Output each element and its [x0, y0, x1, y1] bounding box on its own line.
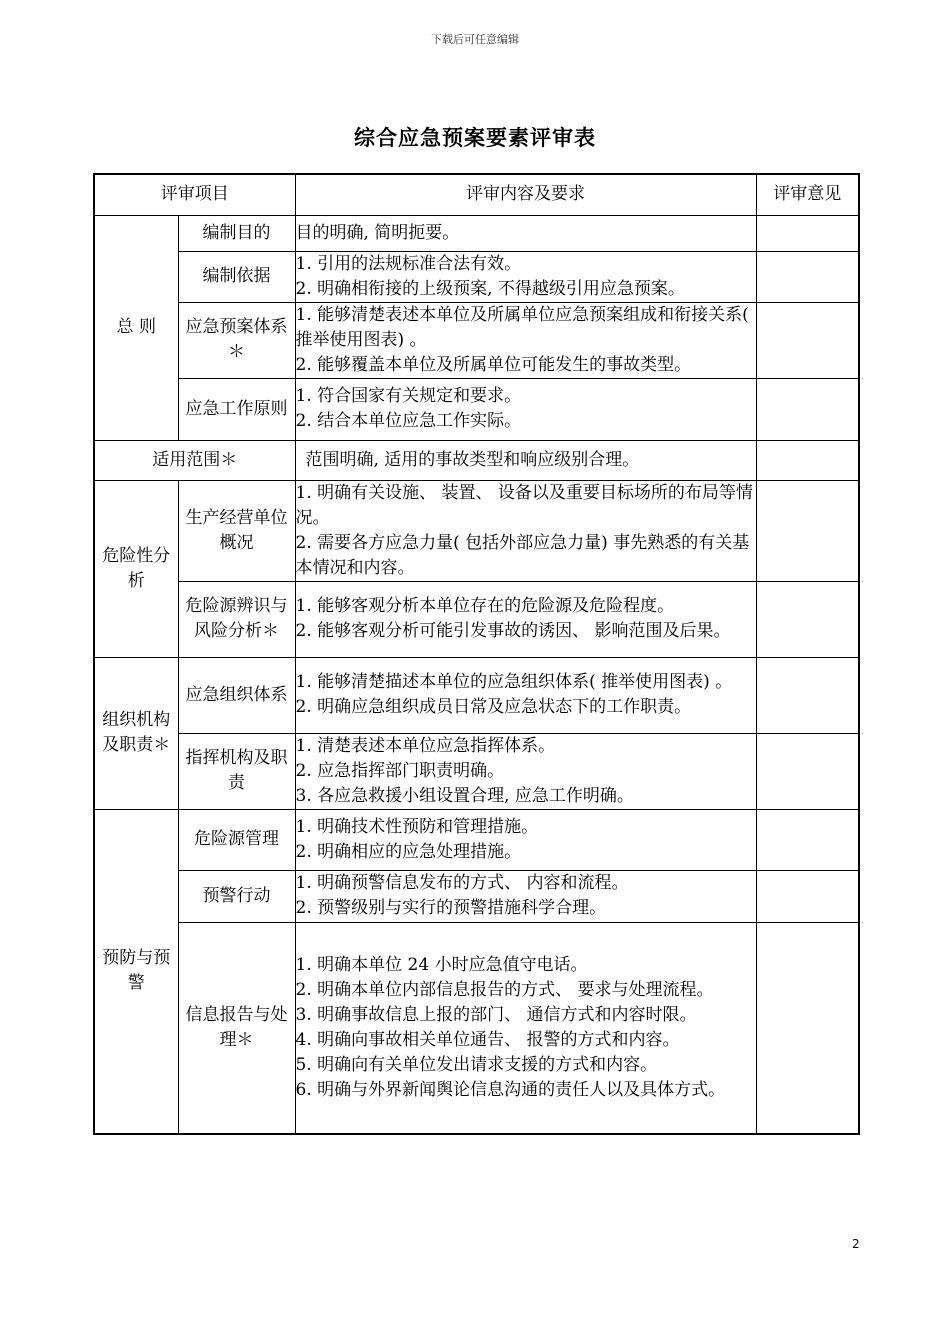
opinion-cell[interactable]: [756, 251, 859, 302]
requirement-cell: [295, 215, 756, 251]
subitem: 生产经营单位概况: [178, 480, 295, 581]
subitem: 编制依据: [178, 251, 295, 302]
subitem: 预警行动: [178, 870, 295, 922]
requirement-line: 1. 引用的法规标准合法有效。: [295, 253, 522, 274]
requirement-cell: [295, 657, 756, 733]
header-content: 评审内容及要求: [295, 174, 756, 215]
requirement-line: 1. 明确有关设施、 装置、 设备以及重要目标场所的布局等情况。: [295, 482, 753, 528]
requirement-line: 1. 清楚表述本单位应急指挥体系。: [295, 735, 556, 756]
table-row: [94, 215, 859, 251]
subitem: 应急预案体系＊: [178, 302, 295, 378]
header-item: 评审项目: [94, 174, 295, 215]
requirement-cell: [295, 809, 756, 870]
requirement-line: 4. 明确向事故相关单位通告、 报警的方式和内容。: [295, 1029, 680, 1050]
requirement-line: 2. 需要各方应急力量( 包括外部应急力量) 事先熟悉的有关基本情况和内容。: [295, 532, 750, 578]
opinion-cell[interactable]: [756, 440, 859, 480]
opinion-cell[interactable]: [756, 215, 859, 251]
category-hazard: 危险性分析: [94, 480, 178, 657]
category-scope: 适用范围＊: [94, 440, 295, 480]
document-title: 综合应急预案要素评审表: [354, 126, 596, 150]
requirement-line: 目的明确, 简明扼要。: [295, 222, 460, 243]
table-row: [94, 657, 859, 733]
header-opinion: 评审意见: [756, 174, 859, 215]
opinion-cell[interactable]: [756, 302, 859, 378]
subitem: 指挥机构及职责: [178, 733, 295, 809]
requirement-line: 1. 能够清楚描述本单位的应急组织体系( 推举使用图表) 。: [295, 672, 733, 692]
requirement-line: 1. 明确预警信息发布的方式、 内容和流程。: [295, 873, 629, 893]
table-row: [94, 251, 859, 302]
requirement-line: 范围明确, 适用的事故类型和响应级别合理。: [305, 449, 640, 470]
table-row: [94, 922, 859, 1134]
table-row: [94, 302, 859, 378]
opinion-cell[interactable]: [756, 809, 859, 870]
subitem: 危险源辨识与风险分析＊: [178, 581, 295, 657]
subitem: 编制目的: [178, 215, 295, 251]
review-table: [93, 173, 860, 1135]
category-prevention: 预防与预警: [94, 809, 178, 1134]
subitem: 应急工作原则: [178, 378, 295, 440]
subitem: 危险源管理: [178, 809, 295, 870]
requirement-cell: [295, 922, 756, 1134]
opinion-cell[interactable]: [756, 922, 859, 1134]
requirement-cell: [295, 733, 756, 809]
requirement-line: 1. 符合国家有关规定和要求。: [295, 386, 522, 406]
requirement-cell: [295, 378, 756, 440]
requirement-line: 2. 预警级别与实行的预警措施科学合理。: [295, 898, 607, 918]
requirement-line: 5. 明确向有关单位发出请求支援的方式和内容。: [295, 1054, 658, 1075]
subitem: 应急组织体系: [178, 657, 295, 733]
table-row: [94, 480, 859, 581]
requirement-cell: [295, 870, 756, 922]
table-row: [94, 378, 859, 440]
category-general: 总 则: [94, 215, 178, 440]
requirement-line: 2. 应急指挥部门职责明确。: [295, 760, 505, 781]
requirement-line: 2. 明确相衔接的上级预案, 不得越级引用应急预案。: [295, 278, 685, 299]
requirement-cell: [295, 302, 756, 378]
requirement-line: 2. 结合本单位应急工作实际。: [295, 411, 522, 431]
opinion-cell[interactable]: [756, 733, 859, 809]
table-header-row: [94, 174, 859, 215]
requirement-line: 1. 能够清楚表述本单位及所属单位应急预案组成和衔接关系( 推举使用图表) 。: [295, 304, 749, 350]
requirement-line: 2. 能够覆盖本单位及所属单位可能发生的事故类型。: [295, 354, 692, 375]
requirement-line: 2. 明确应急组织成员日常及应急状态下的工作职责。: [295, 697, 692, 717]
requirement-cell: [295, 480, 756, 581]
table-row: [94, 581, 859, 657]
requirement-line: 1. 明确本单位 24 小时应急值守电话。: [295, 954, 588, 975]
requirement-line: 2. 能够客观分析可能引发事故的诱因、 影响范围及后果。: [295, 621, 731, 641]
requirement-line: 6. 明确与外界新闻舆论信息沟通的责任人以及具体方式。: [295, 1079, 726, 1100]
table-row: [94, 809, 859, 870]
requirement-line: 2. 明确相应的应急处理措施。: [295, 841, 522, 862]
category-organization: 组织机构及职责＊: [94, 657, 178, 809]
opinion-cell[interactable]: [756, 657, 859, 733]
table-row: [94, 870, 859, 922]
requirement-line: 1. 明确技术性预防和管理措施。: [295, 816, 539, 837]
opinion-cell[interactable]: [756, 581, 859, 657]
opinion-cell[interactable]: [756, 378, 859, 440]
subitem: 信息报告与处理＊: [178, 922, 295, 1134]
opinion-cell[interactable]: [756, 480, 859, 581]
table-row: [94, 733, 859, 809]
requirement-line: 3. 明确事故信息上报的部门、 通信方式和内容时限。: [295, 1004, 697, 1025]
requirement-cell: [295, 251, 756, 302]
opinion-cell[interactable]: [756, 870, 859, 922]
table-row: [94, 440, 859, 480]
requirement-cell: [295, 581, 756, 657]
page-number: 2: [852, 1237, 860, 1251]
requirement-line: 2. 明确本单位内部信息报告的方式、 要求与处理流程。: [295, 979, 714, 1000]
requirement-line: 1. 能够客观分析本单位存在的危险源及危险程度。: [295, 596, 675, 616]
requirement-cell: [295, 440, 756, 480]
requirement-line: 3. 各应急救援小组设置合理, 应急工作明确。: [295, 785, 634, 806]
header-note: 下载后可任意编辑: [431, 33, 519, 46]
